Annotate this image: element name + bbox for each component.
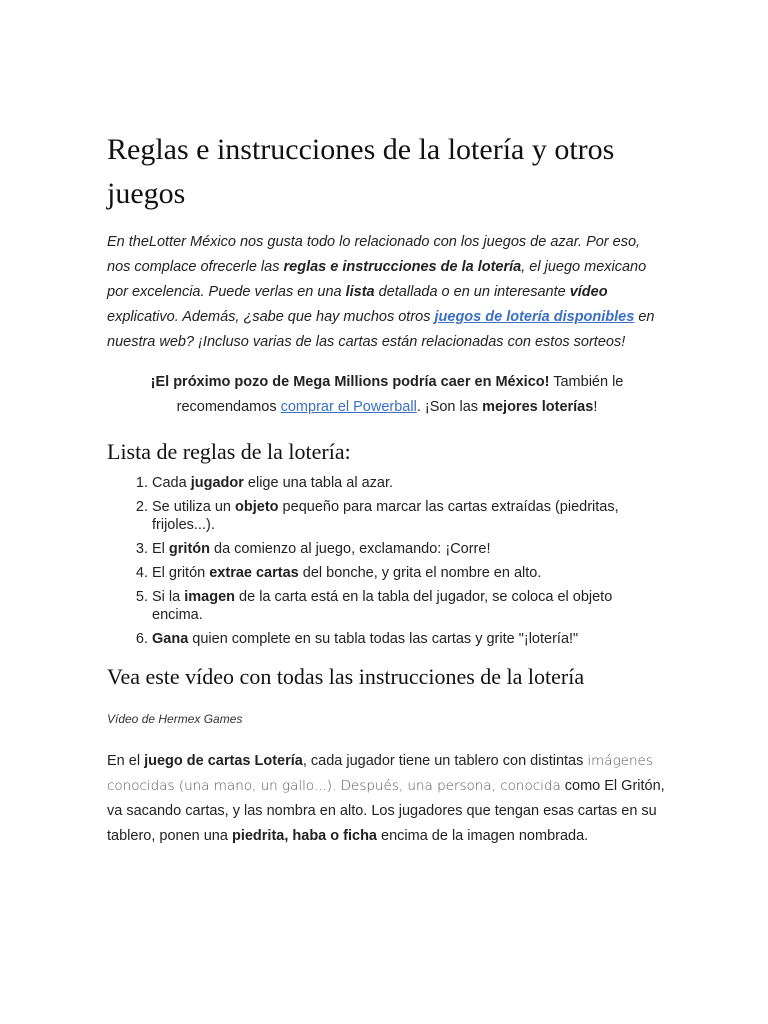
rule-text: Se utiliza un (152, 499, 236, 515)
body-text: , cada jugador tiene un tablero con distintas (302, 753, 588, 769)
intro-paragraph (107, 230, 667, 355)
promo-text: . ¡Son las (416, 399, 483, 415)
video-heading: Vea este vídeo con todas las instrucciones de la lotería (107, 664, 585, 689)
body-paragraph (107, 749, 667, 849)
buy-powerball-link[interactable]: comprar el Powerball (280, 399, 417, 415)
lottery-games-link[interactable]: juegos de lotería disponibles (434, 309, 635, 325)
page-title: Reglas e instrucciones de la lotería y otros juegos (107, 133, 615, 210)
promo-text: ! (593, 399, 598, 415)
body-text: En el (107, 753, 145, 769)
list-item (152, 474, 667, 492)
promo-text: También le recomendamos (176, 374, 624, 415)
rule-text: de la carta está en la tabla del jugador, se coloca el objeto encima. (152, 589, 613, 623)
list-item (152, 540, 667, 558)
intro-text: En theLotter México nos gusta todo lo relacionado con los juegos de azar. Por eso, nos complace ofrecerle las (107, 234, 641, 275)
intro-text: , el juego mexicano por excelencia. Puede verlas en una (107, 259, 647, 300)
rule-text: Si la (152, 589, 185, 605)
promo-paragraph (107, 370, 667, 420)
rule-bold: imagen (184, 589, 236, 605)
body-text: como El Gritón, va sacando cartas, y las nombra en alto. Los jugadores que tengan esas cartas en su tablero, ponen una (107, 778, 665, 844)
list-item (152, 564, 667, 582)
body-bold-game: juego de cartas Lotería (144, 753, 303, 769)
rule-text: El (152, 541, 169, 557)
rule-bold: extrae cartas (209, 565, 299, 581)
rule-text: quien complete en su tabla todas las cartas y grite "¡lotería!" (188, 631, 579, 647)
intro-bold-rules: reglas e instrucciones de la lotería (283, 259, 522, 275)
body-bold-markers: piedrita, haba o ficha (231, 828, 377, 844)
rule-text: del bonche, y grita el nombre en alto. (298, 565, 542, 581)
promo-bold-best: mejores loterías (482, 399, 594, 415)
promo-bold-jackpot: ¡El próximo pozo de Mega Millions podría caer en México! (150, 374, 550, 390)
rule-text: pequeño para marcar las cartas extraídas (piedritas, frijoles...). (152, 499, 619, 533)
intro-bold-list: lista (345, 284, 375, 300)
intro-text: en nuestra web? ¡Incluso varias de las cartas están relacionadas con estos sorteos! (107, 309, 655, 350)
rule-text: Cada (152, 475, 191, 491)
body-text: encima de la imagen nombrada. (377, 828, 589, 844)
rule-text: El gritón (152, 565, 210, 581)
list-item (152, 588, 667, 624)
list-item (152, 498, 667, 534)
list-item (152, 630, 667, 648)
article (107, 128, 667, 849)
rule-bold: objeto (235, 499, 279, 515)
rules-list (107, 474, 667, 648)
rule-text: elige una tabla al azar. (243, 475, 394, 491)
body-light-text: imágenes conocidas (una mano, un gallo...). Después, una persona, conocida (107, 753, 653, 794)
intro-bold-video: vídeo (569, 284, 608, 300)
rule-bold: gritón (168, 541, 210, 557)
rule-bold: Gana (152, 631, 189, 647)
intro-text: detallada o en un interesante (374, 284, 570, 300)
video-caption: Vídeo de Hermex Games (107, 712, 243, 726)
rule-bold: jugador (190, 475, 244, 491)
rules-heading: Lista de reglas de la lotería: (107, 439, 351, 464)
intro-text: explicativo. Además, ¿sabe que hay muchos otros (107, 309, 435, 325)
rule-text: da comienzo al juego, exclamando: ¡Corre! (210, 541, 491, 557)
